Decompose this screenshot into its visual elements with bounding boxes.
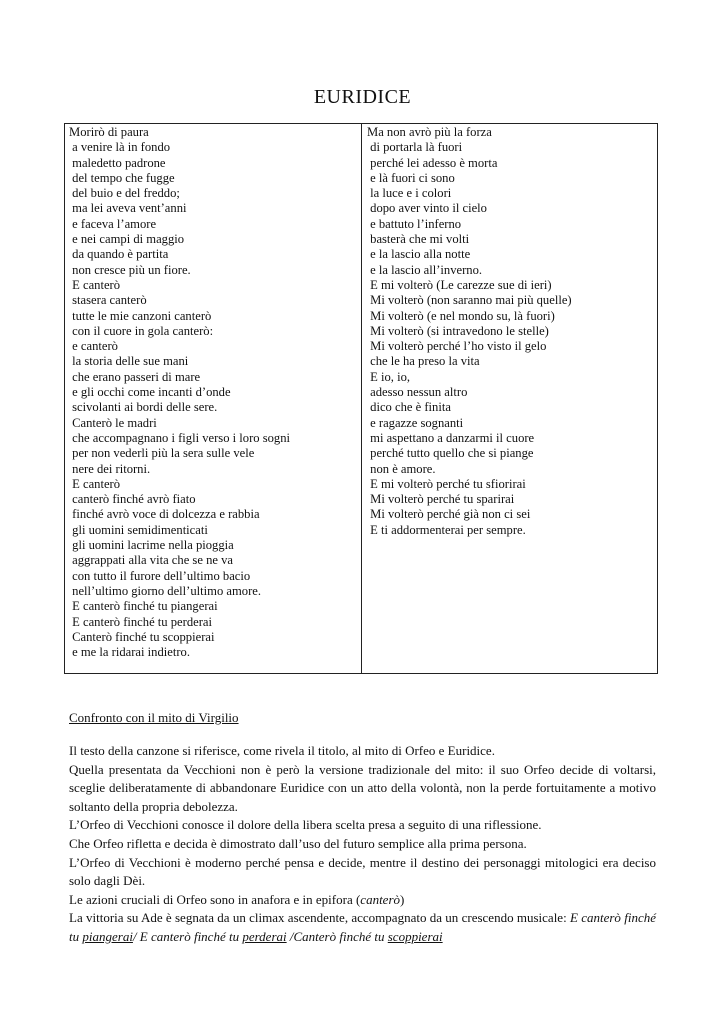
- lyric-line: Mi volterò (si intravedono le stelle): [367, 323, 549, 338]
- paragraph-5: L’Orfeo di Vecchioni è moderno perché pensa e decide, mentre il destino dei personaggi mitologici era deciso solo dagli Dèi.: [69, 854, 656, 889]
- p7-underline-3: scoppierai: [387, 928, 443, 944]
- lyric-line: Mi volterò perché tu sparirai: [367, 492, 515, 507]
- paragraph-2: Quella presentata da Vecchioni non è però la versione tradizionale del mito: il suo Orfeo decide di voltarsi, sceglie deliberatamente di abbandonare Euridice con un atto della volontà, non la perde fortuitamente a motivo soltanto della propria debolezza.: [69, 761, 656, 814]
- lyric-line: dopo aver vinto il cielo: [367, 201, 487, 216]
- lyric-line: che accompagnano i figli verso i loro sogni: [69, 430, 291, 445]
- lyric-line: scivolanti ai bordi delle sere.: [69, 400, 218, 415]
- lyric-line: basterà che mi volti: [367, 232, 470, 247]
- lyric-line: del buio e del freddo;: [69, 186, 180, 201]
- lyric-line: la storia delle sue mani: [69, 354, 189, 369]
- lyric-line: con tutto il furore dell’ultimo bacio: [69, 568, 251, 583]
- p7-underline-2: perderai: [242, 928, 287, 944]
- lyric-line: adesso nessun altro: [367, 385, 468, 400]
- commentary-body: [69, 742, 656, 947]
- lyric-line: E canterò finché tu perderai: [69, 614, 213, 629]
- p7-quote-2: / E canterò finché tu: [132, 928, 243, 944]
- column-divider: [361, 124, 362, 673]
- section-heading: Confronto con il mito di Virgilio: [69, 710, 239, 725]
- lyric-line: finché avrò voce di dolcezza e rabbia: [69, 507, 260, 522]
- lyric-line: del tempo che fugge: [69, 170, 175, 185]
- p7-quote-3: /Canterò finché tu: [286, 928, 388, 944]
- lyric-line: dico che è finita: [367, 400, 451, 415]
- lyric-line: Canterò le madri: [69, 415, 157, 430]
- lyric-line: nell’ultimo giorno dell’ultimo amore.: [69, 583, 262, 598]
- lyric-line: e gli occhi come incanti d’onde: [69, 385, 231, 400]
- lyric-line: perché lei adesso è morta: [367, 155, 498, 170]
- lyric-line: E mi volterò (Le carezze sue di ieri): [367, 277, 552, 292]
- lyric-line: da quando è partita: [69, 247, 169, 262]
- lyric-line: E io, io,: [367, 369, 411, 384]
- lyric-line: Ma non avrò più la forza: [367, 125, 492, 139]
- lyric-line: e faceva l’amore: [69, 216, 157, 231]
- p6-text: Le azioni cruciali di Orfeo sono in anafora e in epifora (: [69, 891, 361, 907]
- lyric-line: per non vederli più la sera sulle vele: [69, 446, 255, 461]
- lyric-line: che erano passeri di mare: [69, 369, 201, 384]
- lyric-line: Mi volterò (e nel mondo su, là fuori): [367, 308, 555, 323]
- lyric-line: E canterò: [69, 277, 121, 292]
- lyric-line: E ti addormenterai per sempre.: [367, 522, 526, 537]
- p6-italic: canterò: [360, 891, 401, 907]
- lyrics-column-right: [367, 125, 572, 538]
- lyric-line: gli uomini semidimenticati: [69, 522, 208, 537]
- lyric-line: aggrappati alla vita che se ne va: [69, 553, 233, 568]
- lyric-line: e ragazze sognanti: [367, 415, 464, 430]
- paragraph-7: [69, 909, 656, 946]
- lyric-line: canterò finché avrò fiato: [69, 492, 196, 507]
- lyric-line: a venire là in fondo: [69, 140, 171, 155]
- p7-text: La vittoria su Ade è segnata da un climax ascendente, accompagnato da un crescendo musicale:: [69, 910, 570, 926]
- lyric-line: e là fuori ci sono: [367, 170, 455, 185]
- paragraph-4: Che Orfeo rifletta e decida è dimostrato dall’uso del futuro semplice alla prima persona.: [69, 835, 527, 851]
- lyric-line: Mi volterò perché l’ho visto il gelo: [367, 339, 547, 354]
- lyric-line: E canterò finché tu piangerai: [69, 599, 218, 614]
- p7-underline-1: piangerai: [82, 928, 133, 944]
- lyrics-table: [64, 123, 658, 674]
- lyric-line: perché tutto quello che si piange: [367, 446, 534, 461]
- lyric-line: non è amore.: [367, 461, 436, 476]
- lyric-line: che le ha preso la vita: [367, 354, 480, 369]
- lyric-line: maledetto padrone: [69, 155, 166, 170]
- paragraph-3: L’Orfeo di Vecchioni conosce il dolore della libera scelta presa a seguito di una riflessione.: [69, 817, 542, 833]
- lyric-line: Canterò finché tu scoppierai: [69, 629, 215, 644]
- p6-close: ): [400, 891, 405, 907]
- lyric-line: la luce e i colori: [367, 186, 452, 201]
- lyric-line: e nei campi di maggio: [69, 232, 185, 247]
- lyric-line: E mi volterò perché tu sfiorirai: [367, 476, 526, 491]
- lyric-line: mi aspettano a danzarmi il cuore: [367, 430, 535, 445]
- lyric-line: Mi volterò (non saranno mai più quelle): [367, 293, 572, 308]
- lyric-line: e battuto l’inferno: [367, 216, 462, 231]
- paragraph-6: [69, 891, 656, 910]
- lyric-line: ma lei aveva vent’anni: [69, 201, 187, 216]
- lyric-line: e la lascio alla notte: [367, 247, 471, 262]
- lyric-line: E canterò: [69, 476, 121, 491]
- p7-quote-1: E canterò finché tu: [69, 910, 656, 944]
- lyric-line: e la lascio all’inverno.: [367, 262, 483, 277]
- lyric-line: e me la ridarai indietro.: [69, 645, 190, 660]
- lyric-line: di portarla là fuori: [367, 140, 463, 155]
- lyrics-column-left: [69, 125, 290, 660]
- lyric-line: tutte le mie canzoni canterò: [69, 308, 212, 323]
- lyric-line: non cresce più un fiore.: [69, 262, 191, 277]
- document-title: EURIDICE: [313, 86, 412, 108]
- lyric-line: Morirò di paura: [69, 125, 149, 139]
- lyric-line: e canterò: [69, 339, 118, 354]
- lyric-line: Mi volterò perché già non ci sei: [367, 507, 531, 522]
- lyric-line: stasera canterò: [69, 293, 147, 308]
- paragraph-1: Il testo della canzone si riferisce, come rivela il titolo, al mito di Orfeo e Euridice.: [69, 743, 495, 758]
- lyric-line: con il cuore in gola canterò:: [69, 323, 214, 338]
- lyric-line: gli uomini lacrime nella pioggia: [69, 538, 234, 553]
- lyric-line: nere dei ritorni.: [69, 461, 151, 476]
